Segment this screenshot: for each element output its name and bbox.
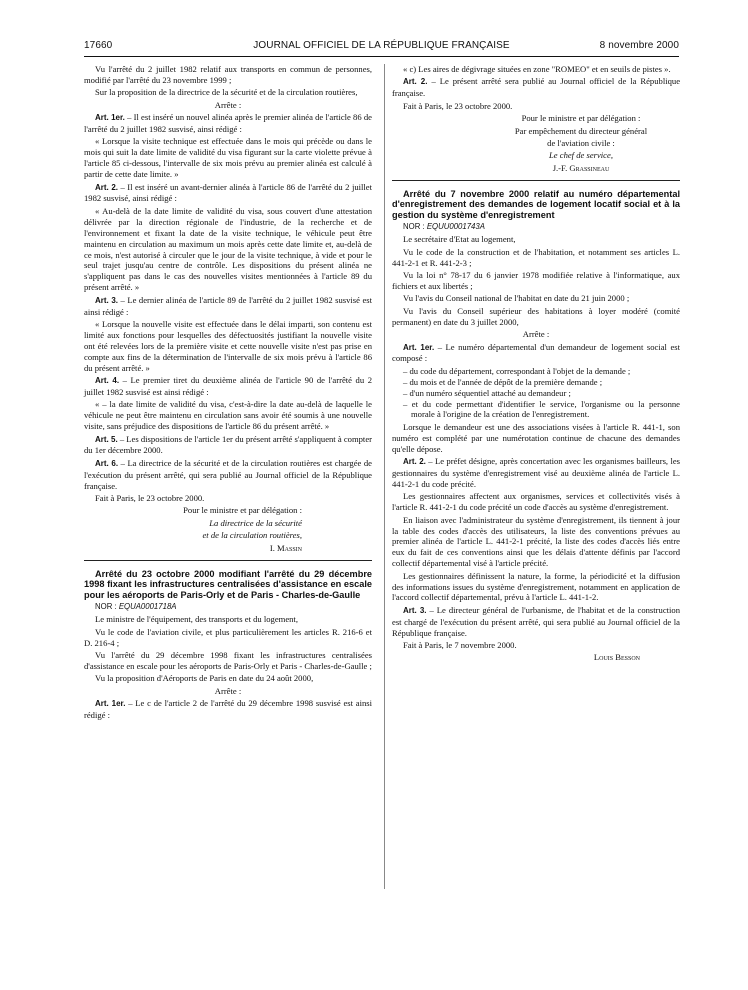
- article-2: Art. 2. – Le présent arrêté sera publié au Journal officiel de la République française.: [392, 76, 681, 99]
- page-header: [84, 40, 679, 56]
- signature-line: Pour le ministre et par délégation :: [183, 505, 302, 516]
- article-paragraph: Les gestionnaires définissent la nature, la forme, la périodicité et la diffusion des informations issues du système d'enregistrement, notamment en application de l'accord collectif départemental, prévu à l'article L. 441-1-2.: [392, 570, 680, 603]
- article-label: Art. 3.: [95, 295, 119, 305]
- article-quote: « Lorsque la visite technique est effectuée dans le mois qui précède ou dans le mois qui suit la date limite de validité du visa figurant sur la carte violette prévue à l'article 85 ci-dessous, l'intervalle de six mois prévu au premier alinéa est calculé à partir de cette date limite. »: [84, 136, 372, 180]
- article-label: Art. 3.: [403, 605, 427, 615]
- signatory-name: J.-F. Grassineau: [552, 162, 610, 173]
- left-column: [84, 64, 372, 722]
- signature-line: La directrice de la sécurité: [209, 517, 302, 528]
- visa-paragraph: Le secrétaire d'Etat au logement,: [403, 234, 516, 245]
- decree-title: Arrêté du 7 novembre 2000 relatif au numéro départemental d'enregistrement des demandes de logement locatif social et à la gestion du système d'enregistrement: [392, 188, 680, 220]
- list-item: – d'un numéro séquentiel attaché au demandeur ;: [403, 387, 571, 398]
- article-2: Art. 2. – Il est inséré un avant-dernier alinéa à l'article 86 de l'arrêté du 2 juillet 1982 susvisé, ainsi rédigé :: [84, 181, 372, 204]
- arrete-heading: Arrête :: [214, 685, 242, 696]
- article-6: Art. 6. – La directrice de la sécurité et de la circulation routières est chargée de l'exécution du présent arrêté, qui sera publié au Journal officiel de la République française.: [84, 457, 372, 491]
- signature-line: Par empêchement du directeur général: [514, 125, 648, 136]
- article-quote: « – la date limite de validité du visa, c'est-à-dire la date au-delà de laquelle le véhicule ne peut être maintenu en circulation sans avoir été soumis à une nouvelle visite, sans préjudice des dispositions de l'article 86 du présent arrêté. »: [84, 399, 372, 432]
- column-divider: [384, 64, 385, 889]
- visa-paragraph: Vu l'avis du Conseil national de l'habitat en date du 21 juin 2000 ;: [403, 293, 630, 304]
- article-1: Art. 1er. – Le numéro départemental d'un demandeur de logement social est composé :: [392, 341, 680, 364]
- arrete-heading: Arrête :: [522, 329, 550, 340]
- article-quote: « Lorsque la nouvelle visite est effectuée dans le délai imparti, son contenu est limité aux fonctions pour lesquelles des défectuosités justifiant la nouvelle visite ont été relevées lors de la première visite et cette nouvelle visite n'est pas prise en compte aux fins de la détermination de l'intervalle de six mois prévu à l'article 86 du présent arrêté. »: [84, 318, 372, 373]
- article-label: Art. 2.: [403, 77, 428, 87]
- visa-paragraph: Vu l'avis du Conseil supérieur des habitations à loyer modéré (comité permanent) en date du 3 juillet 2000,: [392, 305, 680, 327]
- article-3: Art. 3. – Le dernier alinéa de l'article 89 de l'arrêté du 2 juillet 1982 susvisé est ainsi rédigé :: [84, 294, 372, 317]
- visa-paragraph: Vu l'arrêté du 2 juillet 1982 relatif aux transports en commun de personnes, modifié par l'arrêté du 23 novembre 1999 ;: [84, 64, 372, 85]
- right-column: [392, 64, 680, 665]
- article-1: Art. 1er. – Le c de l'article 2 de l'arrêté du 29 décembre 1998 susvisé est ainsi rédigé :: [84, 698, 372, 720]
- journal-title: JOURNAL OFFICIEL DE LA RÉPUBLIQUE FRANÇAISE: [253, 40, 510, 51]
- list-item: – du code du département, correspondant à l'objet de la demande ;: [403, 365, 631, 376]
- proposal-paragraph: Sur la proposition de la directrice de la sécurité et de la circulation routières,: [95, 87, 358, 98]
- signature-line: Le chef de service,: [549, 150, 613, 161]
- section-divider: [392, 180, 680, 181]
- article-label: Art. 1er.: [95, 113, 125, 123]
- article-quote: « c) Les aires de dégivrage situées en zone "ROMEO" et en seuils de pistes ».: [403, 64, 671, 74]
- nor-reference: NOR : EQUA0001718A: [95, 601, 177, 611]
- signature-line: de l'aviation civile :: [547, 137, 615, 148]
- article-quote: « Au-delà de la date limite de validité du visa, sous couvert d'une attestation délivrée par la direction régionale de l'industrie, de la recherche et de l'environnement et fixant la date de la visite technique, le véhicule peut être maintenu en circulation au maximum un mois après cette date limite et, au-delà de ce mois, n'est autorisé à circuler que le jour de la visite technique, à vide et pour le seul trajet jusqu'au centre de contrôle. Les dispositions du présent alinéa ne s'appliquent pas dans le cas des nouvelles visites mentionnées à l'article 89 du présent arrêté. »: [84, 205, 372, 293]
- list-item: – et du code permettant d'identifier le service, l'organisme ou la personne morale à l'origine de la création de l'enregistrement.: [403, 398, 680, 420]
- signing-place-date: Fait à Paris, le 23 octobre 2000.: [403, 100, 513, 111]
- header-rule: [84, 56, 679, 57]
- article-paragraph: En liaison avec l'administrateur du système d'enregistrement, ils tiennent à jour la table des codes d'accès des utilisateurs, la liste des conventions prévues au premier alinéa de l'article L. 441-2-1 précité, la liste des codes d'accès liés entre eux du fait de ces conventions ainsi que les délais d'attente définis par l'accord collectif départemental visé à l'article précité.: [392, 514, 680, 569]
- visa-paragraph: Vu la proposition d'Aéroports de Paris en date du 24 août 2000,: [95, 673, 314, 684]
- visa-paragraph: Le ministre de l'équipement, des transports et du logement,: [95, 614, 298, 625]
- number-components-list: [392, 366, 680, 421]
- issue-date: 8 novembre 2000: [599, 40, 679, 51]
- article-2: Art. 2. – Le préfet désigne, après concertation avec les organismes bailleurs, les gestionnaires du système d'enregistrement visé au deuxième alinéa de l'article L. 441-2-1 du code précité.: [392, 456, 681, 489]
- article-label: Art. 2.: [95, 182, 118, 192]
- article-paragraph: Les gestionnaires affectent aux organismes, services et collectivités visés à l'article R. 441-2-1 du code précité un code d'accès au système d'enregistrement.: [392, 491, 680, 513]
- page-number: 17660: [84, 40, 113, 51]
- list-item: – du mois et de l'année de dépôt de la première demande ;: [403, 376, 603, 387]
- visa-paragraph: Vu la loi n° 78-17 du 6 janvier 1978 modifiée relative à l'informatique, aux fichiers et aux libertés ;: [392, 270, 680, 291]
- visa-paragraph: Vu l'arrêté du 29 décembre 1998 fixant les infrastructures centralisées d'assistance en escale pour les aéroports de Paris-Orly et Paris - Charles-de-Gaulle ;: [84, 649, 372, 671]
- article-label: Art. 2.: [403, 457, 426, 467]
- article-label: Art. 6.: [95, 458, 119, 468]
- arrete-heading: Arrête :: [214, 99, 242, 110]
- signature-line: Pour le ministre et par délégation :: [521, 113, 641, 124]
- signatory-name: Louis Besson: [593, 652, 640, 663]
- nor-reference: NOR : EQUU0001743A: [403, 221, 485, 231]
- article-label: Art. 1er.: [95, 699, 126, 709]
- article-4: Art. 4. – Le premier tiret du deuxième alinéa de l'article 90 de l'arrêté du 2 juillet 1982 susvisé est ainsi rédigé :: [84, 374, 372, 397]
- article-3: Art. 3. – Le directeur général de l'urbanisme, de l'habitat et de la construction est chargé de l'exécution du présent arrêté, qui sera publié au Journal officiel de la République française.: [392, 604, 680, 638]
- signature-line: et de la circulation routières,: [202, 530, 302, 541]
- signatory-name: I. Massin: [269, 542, 302, 553]
- article-5: Art. 5. – Les dispositions de l'article 1er du présent arrêté s'appliquent à compter du 1er décembre 2000.: [84, 433, 372, 456]
- signing-place-date: Fait à Paris, le 23 octobre 2000.: [95, 493, 205, 504]
- signing-place-date: Fait à Paris, le 7 novembre 2000.: [403, 640, 517, 651]
- article-label: Art. 4.: [95, 375, 120, 385]
- visa-paragraph: Vu le code de la construction et de l'habitation, et notamment ses articles L. 441-2-1 et R. 441-2-3 ;: [392, 246, 680, 268]
- decree-title: Arrêté du 23 octobre 2000 modifiant l'arrêté du 29 décembre 1998 fixant les infrastructures centralisées d'assistance en escale pour les aéroports de Paris-Orly et de Paris - Charles-de-Gaulle: [84, 568, 372, 600]
- article-label: Art. 1er.: [403, 342, 435, 352]
- article-label: Art. 5.: [95, 434, 118, 444]
- visa-paragraph: Vu le code de l'aviation civile, et plus particulièrement les articles R. 216-6 et D. 216-4 ;: [84, 626, 372, 648]
- article-paragraph: Lorsque le demandeur est une des associations visées à l'article R. 441-1, son numéro est complété par une numérotation continue de chacune des demandes qu'elle dépose.: [392, 421, 680, 454]
- section-divider: [84, 560, 372, 561]
- article-1: Art. 1er. – Il est inséré un nouvel alinéa après le premier alinéa de l'article 86 de l'arrêté du 2 juillet 1982 susvisé, ainsi rédigé :: [84, 112, 372, 135]
